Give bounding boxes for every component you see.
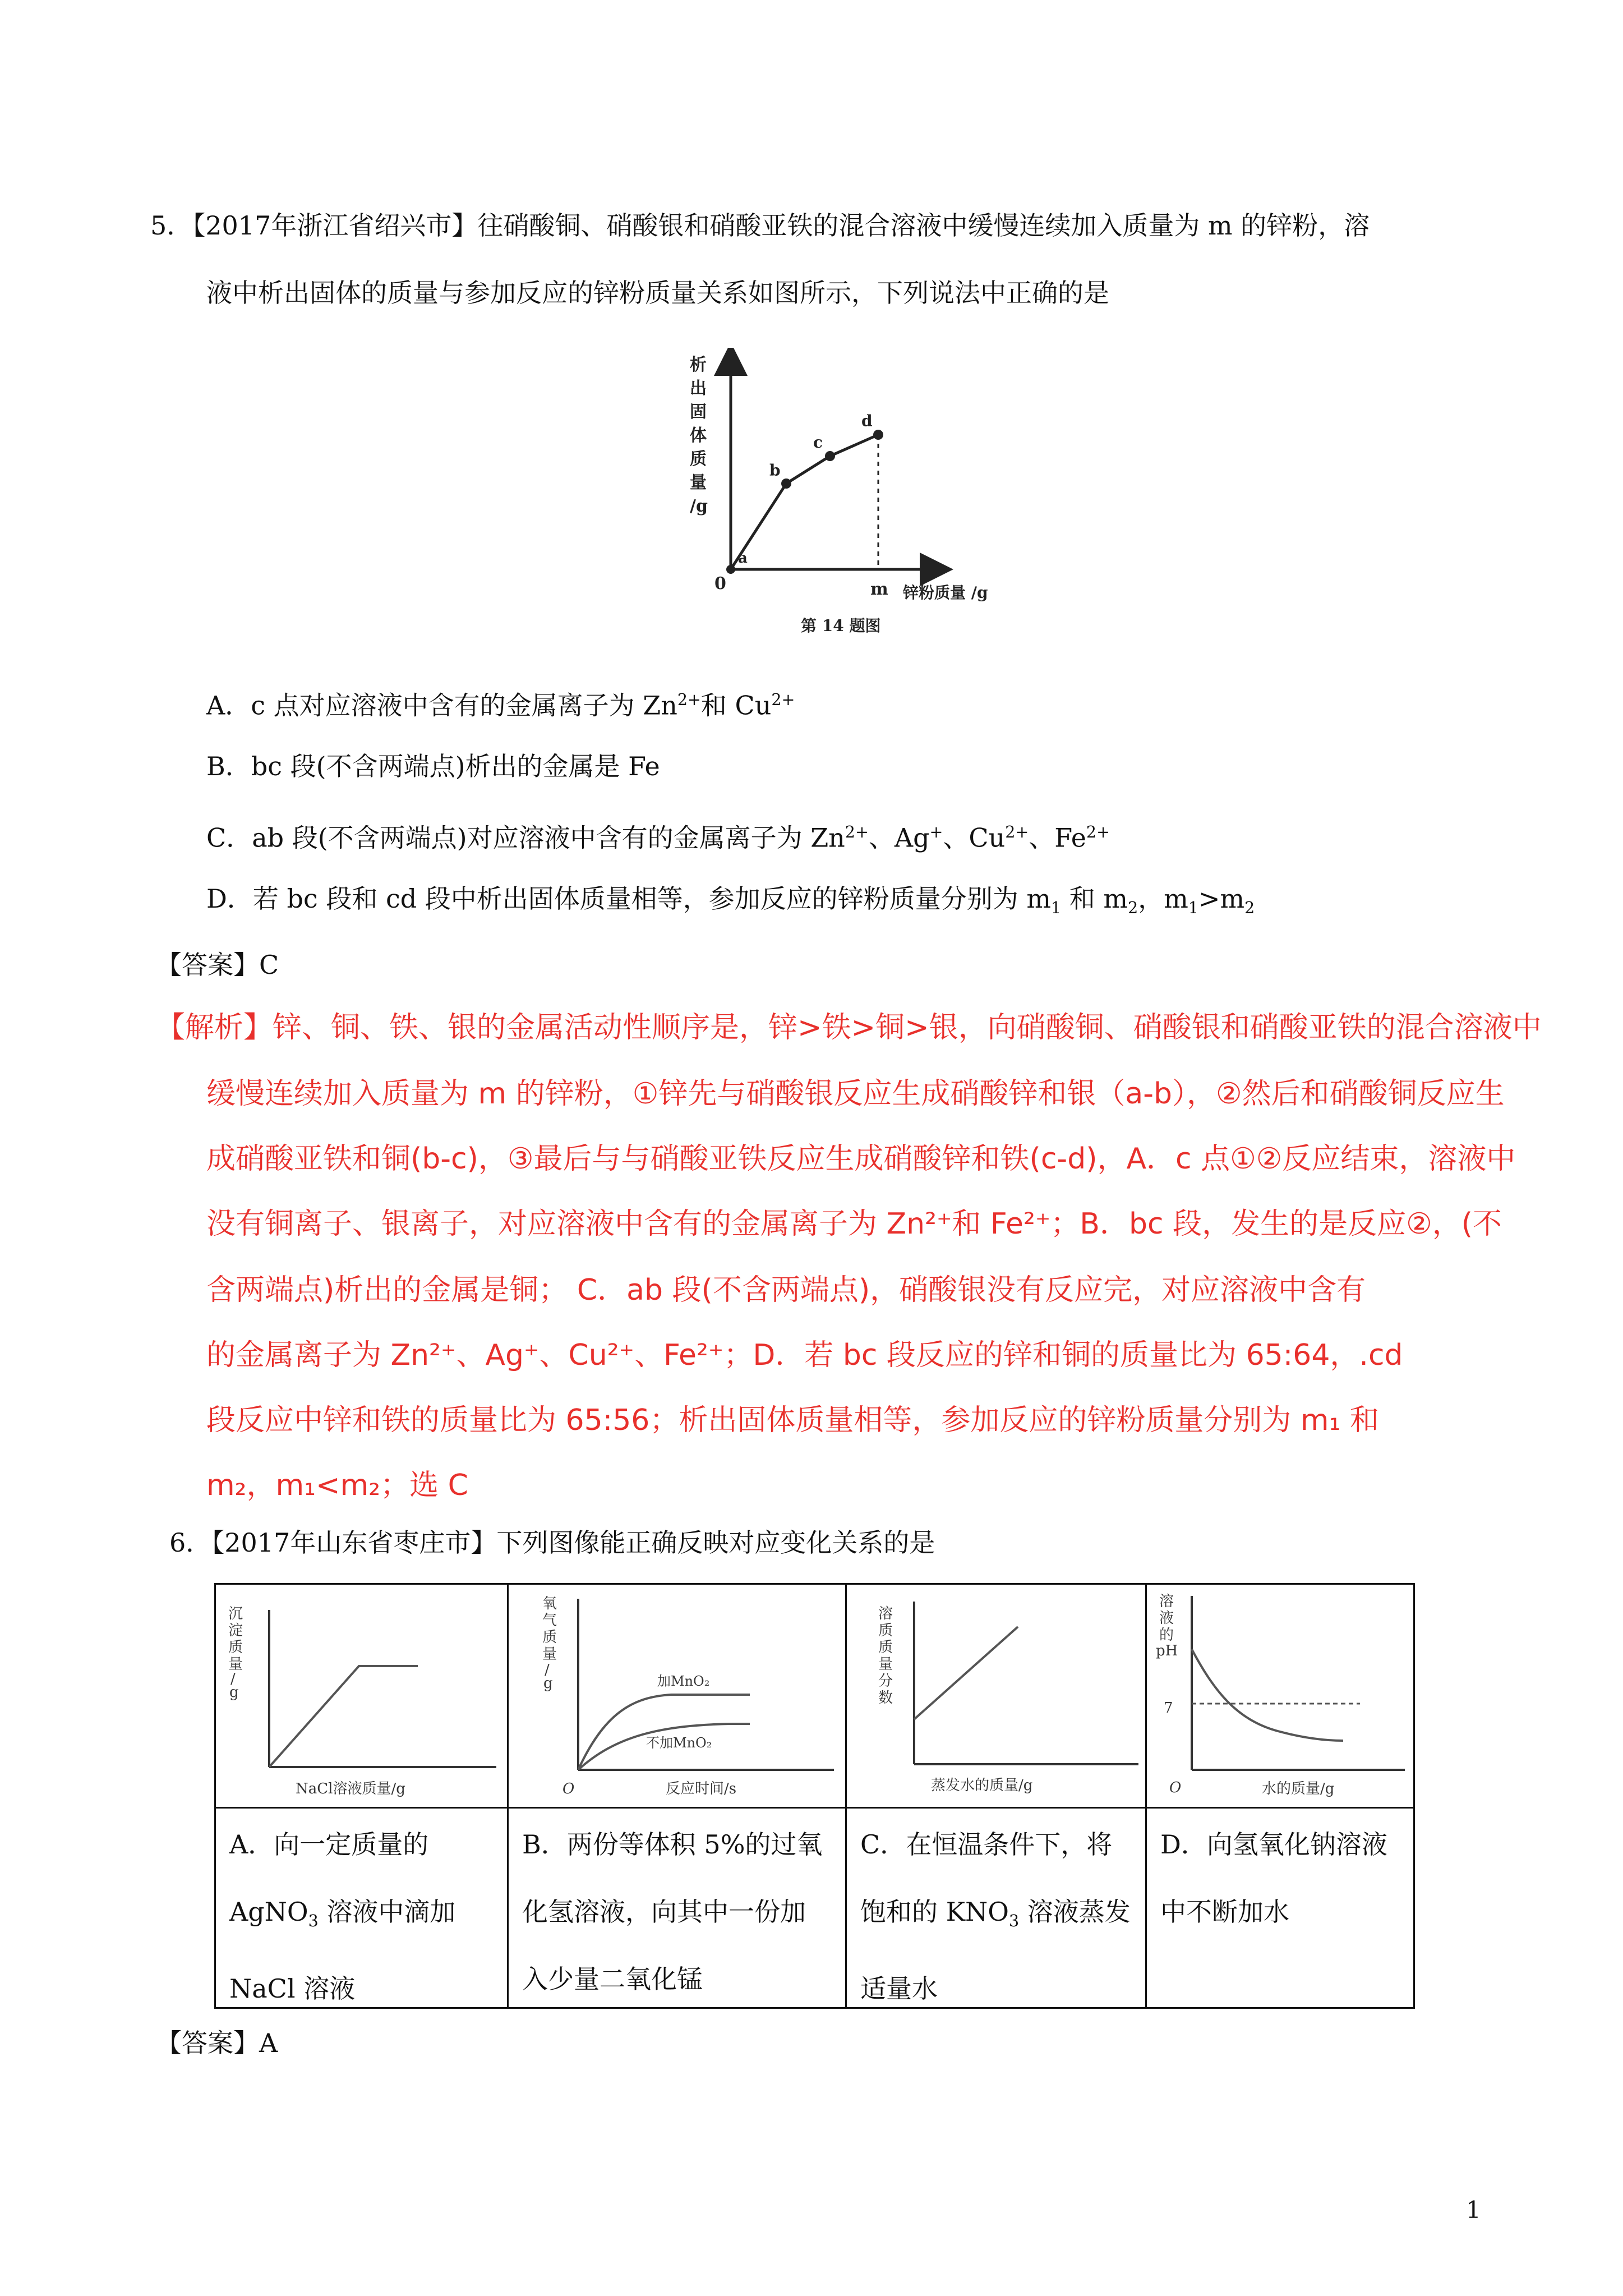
q5-ylabel-7: /g [690, 496, 708, 516]
q6-graph-c-cell [846, 1584, 1146, 1808]
q5-stem-line1: 5．【2017年浙江省绍兴市】往硝酸铜、硝酸银和硝酸亚铁的混合溶液中缓慢连续加入质量为 m 的锌粉，溶 [150, 210, 1370, 241]
q5-analysis-line8: m₂，m₁<m₂；选 C [206, 1469, 468, 1502]
q5-xlabel: 锌粉质量 /g [903, 583, 988, 602]
svg-text:溶: 溶 [878, 1605, 893, 1622]
q5-m-label: m [870, 579, 888, 599]
q5-answer: 【答案】C [156, 950, 279, 980]
q5-stem-line2: 液中析出固体的质量与参加反应的锌粉质量关系如图所示，下列说法中正确的是 [206, 278, 1109, 308]
q5-analysis-line3: 成硝酸亚铁和铜(b-c)，③最后与与硝酸亚铁反应生成硝酸锌和铁(c-d)，A．c 点①②反应结束，溶液中 [206, 1142, 1516, 1176]
svg-text:O: O [1169, 1779, 1182, 1796]
q6-stem: 6．【2017年山东省枣庄市】下列图像能正确反映对应变化关系的是 [169, 1527, 935, 1558]
q6-graph-d [1147, 1585, 1413, 1807]
q6-graph-b-cell [508, 1584, 846, 1808]
q6-graph-a-cell [215, 1584, 508, 1808]
q5-curve [731, 435, 878, 569]
q6-d-xlabel: 水的质量/g [1262, 1780, 1335, 1797]
q6-answer: 【答案】A [156, 2028, 278, 2058]
q6-table [214, 1583, 1415, 2009]
svg-text:溶: 溶 [1159, 1593, 1174, 1610]
svg-text:沉: 沉 [228, 1605, 243, 1622]
svg-text:量: 量 [878, 1656, 893, 1673]
svg-text:质: 质 [542, 1629, 557, 1646]
svg-text:质: 质 [228, 1639, 243, 1656]
q5-analysis-line1: 【解析】锌、铜、铁、银的金属活动性顺序是，锌>铁>铜>银，向硝酸铜、硝酸银和硝酸亚铁的混合溶液中 [156, 1011, 1542, 1045]
svg-text:氧: 氧 [542, 1595, 557, 1612]
q6-c-xlabel: 蒸发水的质量/g [931, 1777, 1033, 1794]
q6-option-a: A．向一定质量的 AgNO$_3$ 溶液中滴加 NaCl 溶液 [215, 1808, 508, 2008]
q5-ylabel-2: 出 [690, 379, 707, 398]
svg-text:质: 质 [878, 1639, 893, 1656]
q5-point-d [873, 430, 883, 440]
svg-text:量: 量 [228, 1656, 243, 1673]
q5-caption: 第 14 题图 [801, 616, 881, 635]
svg-text:/: / [545, 1662, 550, 1678]
q5-analysis-line4: 没有铜离子、银离子，对应溶液中含有的金属离子为 Zn²⁺和 Fe²⁺；B．bc 段，发生的是反应②，(不 [206, 1207, 1502, 1241]
q5-option-b: B．bc 段(不含两端点)析出的金属是 Fe [206, 751, 660, 781]
q6-option-d: D．向氢氧化钠溶液 中不断加水 [1146, 1808, 1414, 2008]
q5-analysis-line5: 含两端点)析出的金属是铜； C．ab 段(不含两端点)，硝酸银没有反应完，对应溶液中含有 [206, 1273, 1366, 1307]
q6-graph-a [216, 1585, 507, 1807]
q5-option-c: C．ab 段(不含两端点)对应溶液中含有的金属离子为 $Zn^{2+}$、Ag+、$Cu^{2+}$、$Fe^{2+}$ [206, 822, 1110, 853]
q5-point-a [726, 565, 735, 574]
q5-label-d: d [861, 412, 873, 430]
svg-text:淀: 淀 [228, 1622, 243, 1639]
q5-label-b: b [769, 461, 781, 480]
q6-b-curve2-label: 不加MnO₂ [646, 1735, 712, 1751]
q6-d-seven: 7 [1164, 1700, 1173, 1717]
q6-a-curve [269, 1666, 418, 1767]
q5-ylabel-3: 固 [690, 402, 707, 422]
q5-analysis-line2: 缓慢连续加入质量为 m 的锌粉，①锌先与硝酸银反应生成硝酸锌和银（a-b），②然后和硝酸铜反应生 [206, 1077, 1505, 1111]
q6-d-curve [1192, 1649, 1343, 1741]
q5-option-a: A．c 点对应溶液中含有的金属离子为 $Zn^{2+}$和 $Cu^{2+}$ [206, 690, 795, 721]
svg-text:pH: pH [1156, 1642, 1178, 1659]
q6-option-b: B．两份等体积 5%的过氧 化氢溶液，向其中一份加 入少量二氧化锰 [508, 1808, 846, 2008]
svg-text:质: 质 [878, 1622, 893, 1639]
q6-a-xlabel: NaCl溶液质量/g [296, 1780, 405, 1797]
page-number: 1 [1466, 2196, 1481, 2224]
svg-text:气: 气 [542, 1612, 557, 1629]
svg-text:g: g [543, 1675, 553, 1692]
q5-analysis-line6: 的金属离子为 Zn²⁺、Ag⁺、Cu²⁺、Fe²⁺；D．若 bc 段反应的锌和铜的质量比为 65:64，.cd [206, 1338, 1403, 1372]
q6-b-curve1-label: 加MnO₂ [657, 1673, 710, 1689]
q6-graph-c [847, 1585, 1145, 1807]
q5-label-c: c [813, 433, 823, 452]
q6-graph-b [509, 1585, 845, 1807]
q5-ylabel-5: 质 [690, 449, 707, 469]
q5-ylabel-1: 析 [690, 355, 707, 375]
q6-b-curve1 [578, 1695, 750, 1770]
q6-graph-d-cell [1146, 1584, 1414, 1808]
q5-origin: 0 [714, 574, 726, 593]
q6-b-xlabel: 反应时间/s [666, 1780, 737, 1797]
q5-point-c [825, 451, 835, 461]
q5-point-b [781, 478, 791, 489]
svg-text:的: 的 [1159, 1627, 1174, 1644]
q5-analysis-line7: 段反应中锌和铁的质量比为 65:56；析出固体质量相等，参加反应的锌粉质量分别为 m₁ 和 [206, 1404, 1379, 1437]
q5-ylabel-6: 量 [690, 473, 707, 493]
svg-text:g: g [229, 1684, 239, 1701]
q5-option-d: D．若 bc 段和 cd 段中析出固体质量相等，参加反应的锌粉质量分别为 $m_1$ 和 $m_2$，$m_1>m_2$ [206, 884, 1255, 918]
svg-text:/: / [230, 1671, 236, 1687]
q5-label-a: a [738, 550, 748, 567]
q6-option-c: C．在恒温条件下，将 饱和的 $KNO_3$ 溶液蒸发 适量水 [846, 1808, 1146, 2008]
q5-figure [690, 348, 1004, 645]
svg-text:量: 量 [542, 1646, 557, 1663]
svg-text:分: 分 [878, 1673, 893, 1690]
svg-text:液: 液 [1159, 1610, 1174, 1627]
svg-text:数: 数 [878, 1690, 893, 1706]
q5-ylabel-4: 体 [690, 426, 707, 445]
q6-c-curve [914, 1627, 1018, 1719]
svg-text:O: O [562, 1780, 575, 1797]
